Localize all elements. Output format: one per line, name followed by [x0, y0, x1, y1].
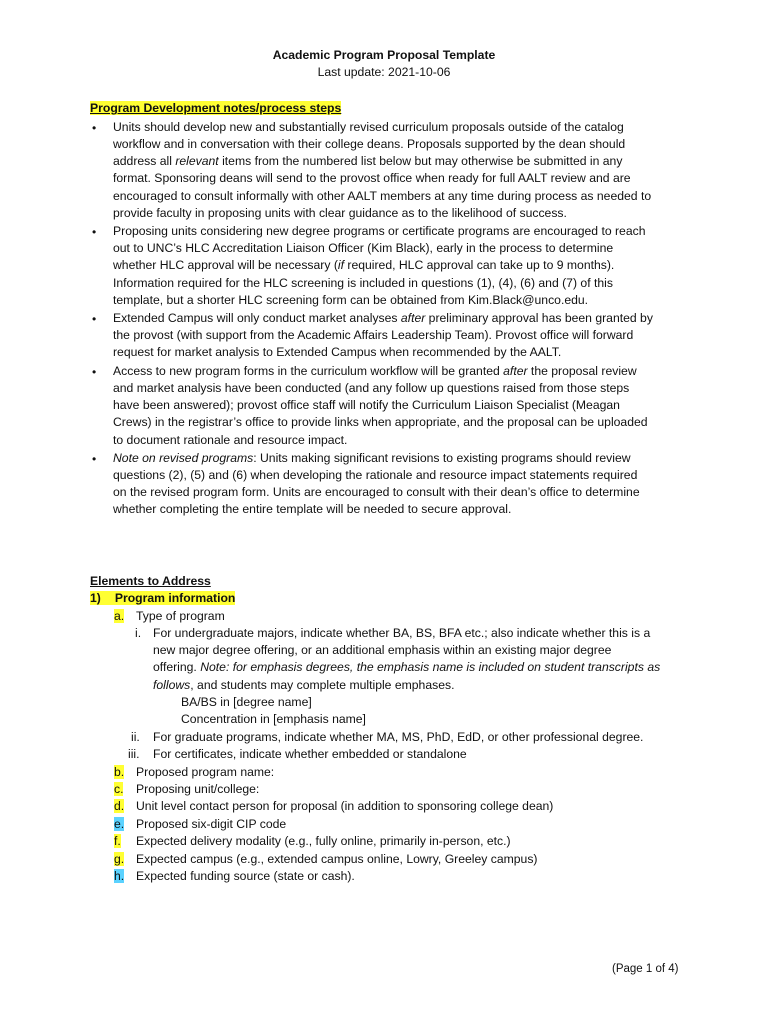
text-run: and market analysis have been conducted (and any follow up questions raised from those steps	[113, 381, 630, 395]
bullet-icon: •	[92, 225, 97, 239]
notes-heading-text: Program Development notes/process steps	[90, 101, 342, 115]
text-run: address all	[113, 154, 176, 168]
notes-heading	[90, 100, 341, 117]
item-letter: b.	[114, 765, 125, 779]
bullet5-line	[113, 450, 631, 467]
bullet2-line	[113, 240, 613, 257]
text-run: items from the numbered list below but may otherwise be submitted in any	[218, 154, 623, 168]
text-run: have been answered); provost office staff will notify the Curriculum Liaison Specialist (Meagan	[113, 398, 620, 412]
item-text-g: Expected campus (e.g., extended campus online, Lowry, Greeley campus)	[136, 852, 538, 866]
roman-i-line: For undergraduate majors, indicate whether BA, BS, BFA etc.; also indicate whether this is a	[153, 626, 651, 640]
text-run: Extended Campus will only conduct market analyses	[113, 311, 401, 325]
item-letter-e	[114, 816, 124, 833]
item-letter: e.	[114, 817, 125, 831]
last-update: Last update: 2021-10-06	[317, 65, 451, 79]
item-letter-h	[114, 868, 124, 885]
bullet4-line	[113, 432, 347, 449]
bullet2-line	[113, 257, 614, 274]
roman-i-line: new major degree offering, or an additional emphasis within an existing major degree	[153, 643, 612, 657]
bullet4-line	[113, 397, 620, 414]
bullet3-line	[113, 310, 653, 327]
text-run: the provost (with support from the Academic Affairs Leadership Team). Provost office will forward	[113, 328, 634, 342]
text-run: Proposing units considering new degree programs or certificate programs are encouraged to reach	[113, 224, 646, 238]
text-run: Information required for the HLC screening is included in questions (1), (4), (6) and (7) of this	[113, 276, 613, 290]
item-letter: d.	[114, 799, 125, 813]
example-concentration: Concentration in [emphasis name]	[181, 712, 366, 726]
emphasis-text: Note: for emphasis degrees, the emphasis name is included on student transcripts as	[200, 660, 661, 674]
section-number-text: 1)	[90, 591, 101, 605]
text-run: template, but a shorter HLC screening form can be obtained from Kim.Black@unco.edu.	[113, 293, 589, 307]
emphasis-text: after	[503, 364, 528, 378]
bullet4-line	[113, 414, 648, 431]
item-letter-c	[114, 781, 123, 798]
item-letter-f	[114, 833, 121, 850]
item-text-c: Proposing unit/college:	[136, 782, 260, 796]
item-text-a: Type of program	[136, 609, 225, 623]
text-run: Crews) in the registrar’s office to provide links when appropriate, and the proposal can be uploaded	[113, 415, 648, 429]
text-run: the proposal review	[527, 364, 637, 378]
roman-ii-text: For graduate programs, indicate whether MA, MS, PhD, EdD, or other professional degree.	[153, 730, 644, 744]
elements-heading: Elements to Address	[90, 574, 211, 588]
bullet4-line	[113, 363, 637, 380]
bullet5-line	[113, 501, 511, 518]
bullet3-line	[113, 344, 561, 361]
bullet5-line	[113, 467, 637, 484]
item-letter-d	[114, 798, 124, 815]
bullet4-line	[113, 380, 629, 397]
emphasis-text: follows	[153, 678, 191, 692]
item-text-b: Proposed program name:	[136, 765, 275, 779]
roman-i-line	[153, 677, 454, 694]
bullet2-line	[113, 292, 588, 309]
item-letter-b	[114, 764, 124, 781]
text-run: Access to new program forms in the curriculum workflow will be granted	[113, 364, 504, 378]
item-letter: a.	[114, 609, 125, 623]
text-run: offering.	[153, 660, 201, 674]
bullet1-line	[113, 153, 622, 170]
section-1-heading	[90, 590, 235, 607]
bullet2-line	[113, 275, 613, 292]
bullet1-line: Units should develop new and substantially revised curriculum proposals outside of the catalog	[113, 120, 624, 134]
bullet-icon: •	[92, 121, 97, 135]
text-run: request for market analysis to Extended Campus when recommended by the AALT.	[113, 345, 562, 359]
item-text-e: Proposed six-digit CIP code	[136, 817, 287, 831]
text-run: required, HLC approval can take up to 9 months).	[344, 258, 615, 272]
bullet-icon: •	[92, 452, 97, 466]
item-letter: c.	[114, 782, 124, 796]
section-title-text: Program information	[114, 591, 236, 605]
text-run: whether completing the entire template will be needed to secure approval.	[113, 502, 512, 516]
item-letter: h.	[114, 869, 125, 883]
item-text-h: Expected funding source (state or cash).	[136, 869, 355, 883]
text-run: : Units making significant revisions to existing programs should review	[253, 451, 631, 465]
bullet1-line: format. Sponsoring deans will send to the provost office when ready for full AALT review and are	[113, 171, 631, 185]
bullet5-line	[113, 484, 640, 501]
text-run: , and students may complete multiple emphases.	[190, 678, 455, 692]
item-letter-a	[114, 608, 124, 625]
emphasis-text: after	[400, 311, 426, 325]
text-run: questions (2), (5) and (6) when developing the rationale and resource impact statements required	[113, 468, 638, 482]
roman-ii: ii.	[131, 730, 140, 744]
item-letter: g.	[114, 852, 125, 866]
roman-i-line	[153, 659, 660, 676]
text-run: preliminary approval has been granted by	[425, 311, 653, 325]
roman-i: i.	[135, 626, 142, 640]
roman-iii: iii.	[128, 747, 140, 761]
document-title: Academic Program Proposal Template	[272, 48, 496, 62]
bullet-icon: •	[92, 365, 97, 379]
item-letter: f.	[114, 834, 121, 848]
item-text-d: Unit level contact person for proposal (in addition to sponsoring college dean)	[136, 799, 554, 813]
text-run: whether HLC approval will be necessary (	[113, 258, 338, 272]
bullet1-line: encouraged to consult informally with other AALT members at any time during process as needed to	[113, 189, 652, 203]
emphasis-text: if	[337, 258, 344, 272]
example-degree: BA/BS in [degree name]	[181, 695, 312, 709]
bullet-icon: •	[92, 312, 97, 326]
text-run: on the revised program form. Units are encouraged to consult with their dean’s office to determine	[113, 485, 640, 499]
text-run: to document rationale and resource impact.	[113, 433, 348, 447]
section-number	[90, 591, 235, 605]
text-run: out to UNC’s HLC Accreditation Liaison Officer (Kim Black), early in the process to determine	[113, 241, 614, 255]
bullet1-line: workflow and in conversation with their college deans. Proposals supported by the dean should	[113, 137, 626, 151]
emphasis-text: Note on revised programs	[113, 451, 254, 465]
item-letter-g	[114, 851, 124, 868]
page-number: (Page 1 of 4)	[612, 963, 679, 975]
bullet3-line	[113, 327, 633, 344]
bullet2-line	[113, 223, 645, 240]
bullet1-line: provide faculty in proposing units with clear guidance as to the likelihood of success.	[113, 206, 567, 220]
roman-iii-text: For certificates, indicate whether embedded or standalone	[153, 747, 467, 761]
emphasis-text: relevant	[175, 154, 219, 168]
item-text-f: Expected delivery modality (e.g., fully online, primarily in-person, etc.)	[136, 834, 511, 848]
